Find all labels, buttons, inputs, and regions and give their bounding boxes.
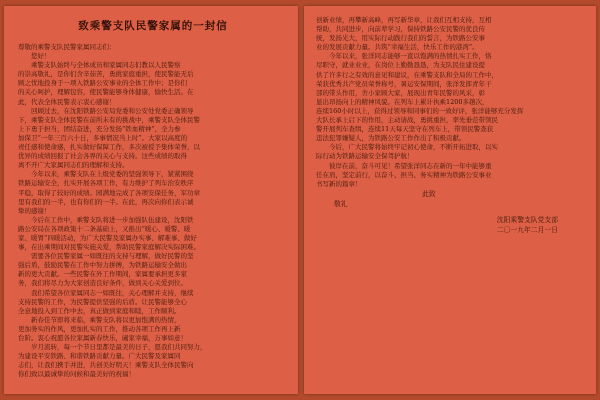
letter-line: 岁月流转，每一个节日里都是最美的日子，愿我们共同努力， (18, 343, 207, 352)
letter-line: 全意地投入到工作中去，真正做到家庭和睦，工作顺利。 (18, 306, 181, 315)
closing-salutation: 此致 (422, 189, 436, 198)
letter-line: 统，发扬光大，用实际行动践行我们的誓言，为铁路公安事 (316, 34, 485, 43)
letter-line: 警开展列车查缉，连续11天每天坚守在列车上，带领民警查获 (316, 125, 494, 134)
letter-line: 加保卫“一年三百六十日，多事情况当上时”。大家以高度的 (18, 133, 188, 142)
letter-line: 上下勇于担当，团结奋进，充分发扬“铁血精神”，全力参 (18, 124, 181, 133)
letter-line: 今后，广大民警将始终牢记初心使命，不断开拓进取，以实 (316, 143, 498, 152)
letter-line: 您好！ (18, 52, 51, 61)
letter-date: 二〇一九年二月一日 (496, 225, 558, 234)
letter-line: 事，在出乘期间对民警实施关爱，帮助民警家庭解决实际困难。 (18, 243, 200, 252)
letter-line: 今年以来，张洋同志能够一直以饱满的热情扎实工作，恪 (316, 52, 492, 61)
letter-line: 强后盾，鼓励民警在工作中努力拼搏，为铁路运输安全做出 (18, 261, 187, 270)
letter-page-right (304, 6, 596, 394)
closing-regards: 敬礼 (334, 199, 348, 208)
letter-line: 荣获优秀共产党员荣誉称号，暑运安保期间，张洋发挥青年干 (316, 79, 492, 88)
letter-line: 新的更大贡献。一些民警在外工作期间，家属要承担更多家 (18, 270, 187, 279)
letter-line: 离不开广大家属同志们的理解和支持。 (18, 161, 129, 170)
signature: 沈阳乘警支队党支部 (496, 215, 558, 224)
letter-line: 帮助，共同进步，向前辈学习，保持铁路公安民警的优良传 (316, 25, 485, 34)
letter-line: 下，乘警支队全体民警在前所未有的挑战中，乘警支队全体民警 (18, 115, 200, 124)
letter-line: 任在肩，坚定前行，以奋斗、担当、务实精神为铁路公安事业 (316, 170, 492, 179)
letter-line: 里有我们的一半，也有你们的一半。在此，再次向你们表示诚 (18, 197, 194, 206)
letter-line: 你们致以最诚挚的问候和最美好的祝福！ (18, 370, 135, 379)
letter-line: 违法犯罪嫌疑人，为铁路公安工作作出了积极贡献。 (316, 134, 466, 143)
letter-line: 显出昂扬向上的精神风貌。在列车上累计执乘1200多趟次， (316, 97, 489, 106)
letter-line: 的关心呵护，理解包容，使民警能够身体健康，愉快生活。在 (18, 88, 194, 97)
letter-line: 铁路运输安全，扎实开展各项工作，有力维护了列车治安秩序 (18, 179, 194, 188)
letter-line: 志们，让我们携手并进，共创美好明天！乘警支队全体民警向 (18, 361, 194, 370)
letter-line: 尽职守，就业业业，在岗位上勤勤恳恳，为支队民住建设提 (316, 61, 485, 70)
letter-line: 责任感和使命感，扎实做好保障工作，多次被授予集体荣誉，以 (18, 143, 200, 152)
letter-line: 为建设平安铁路、和谐铁路贡献力量。广大民警及家属同 (18, 352, 181, 361)
letter-line: 我们希望各位家属同志一如既往，关心理解并支持，继续 (18, 288, 194, 297)
letter-line: 今后在工作中，乘警支队将进一步加强队伍建设，沈阳铁 (18, 215, 194, 224)
letter-line: 更加务实的作风，更加扎实的工作，推动各项工作再上新 (18, 324, 181, 333)
letter-line: 家、暖胃”四暖活动，为广大民警及家属办实事、解难事、做好 (18, 233, 197, 242)
letter-line: 此，代表全体民警表示衷心感谢！ (18, 97, 116, 106)
letter-line: 尊敬的乘警支队民警家属同志们： (18, 43, 116, 51)
letter-line: 挚的感谢！ (18, 206, 51, 215)
letter-line: 部的带头作用，舍小家顾大家，展现出青年民警的风采，彰 (316, 88, 485, 97)
letter-line: 平稳，取得了较好的成绩。园满地完成了各项安保任务，军功章 (18, 188, 200, 197)
letter-line: 际行动为铁路运输安全保驾护航！ (316, 152, 414, 161)
letter-line: 顾之忧地投身于一项入铁路公安事业的全体工作中；是你们 (18, 79, 187, 88)
letter-line: 路公安局在各项政策十二条基础上，又推出“暖心、暖警、暖 (18, 224, 191, 233)
letter-line: 的崇高敬礼，是你们含辛茹苦，勇挑家庭重担，使民警能无后 (18, 70, 194, 79)
letter-page-left (4, 6, 298, 394)
letter-line: 彼岸在前，奋斗可见！希望张洋同志在新的一年中能够重 (316, 161, 492, 170)
letter-line: 供了许多行之有效的意见和建议，在乘警支队和全局的工作中， (316, 70, 498, 79)
letter-line: 台阶。衷心祝愿各位家属新春快乐，阖家幸福，万事如意！ (18, 334, 187, 342)
letter-line: 务，我们将尽力为大家创造良好条件，做到关心关爱到位。 (18, 279, 187, 288)
letter-body-left (18, 43, 288, 379)
letter-line: 优异的成绩回报了社会各界的关心与支持。这些成绩的取得 (18, 152, 187, 161)
letter-line: 书写新的篇章！ (316, 179, 362, 188)
letter-line: 回顾过去，在沈阳铁路公安局党委和公安处党委正确领导 (18, 106, 194, 115)
letter-line: 大队长承上启下的作用，主动请战，勇挑重担，率先垂范带领民 (316, 116, 498, 125)
letter-line: 乘警支队始终与全体成员和家属同志们教以人民警察 (18, 61, 181, 70)
letter-line: 业的发展贡献力量。共筑“幸福生活，快乐工作的港湾”。 (316, 43, 479, 52)
letter-body-right (316, 16, 584, 189)
letter-line: 新春佳节即将来临，乘警支队将以更加饱满的热情， (18, 315, 181, 324)
letter-title: 致乘警支队民警家属的一封信 (78, 20, 228, 32)
letter-line: 需要各位民警家属一如既往的支持与理解，做好民警的坚 (18, 252, 194, 261)
letter-line: 支持民警的工作，为民警提供坚强的后盾。让民警能够全心 (18, 297, 187, 306)
letter-line: 今年以来，乘警支队在上级党委的坚强领导下，紧紧围绕 (18, 170, 194, 179)
letter-line: 创新业绩，再攀新高峰，再写新华章，让我们互相支持，互相 (316, 16, 492, 24)
letter-line: 连续160小时以上，获得过领导和同事们的一致好评，张洋能够充分发挥 (316, 106, 524, 115)
